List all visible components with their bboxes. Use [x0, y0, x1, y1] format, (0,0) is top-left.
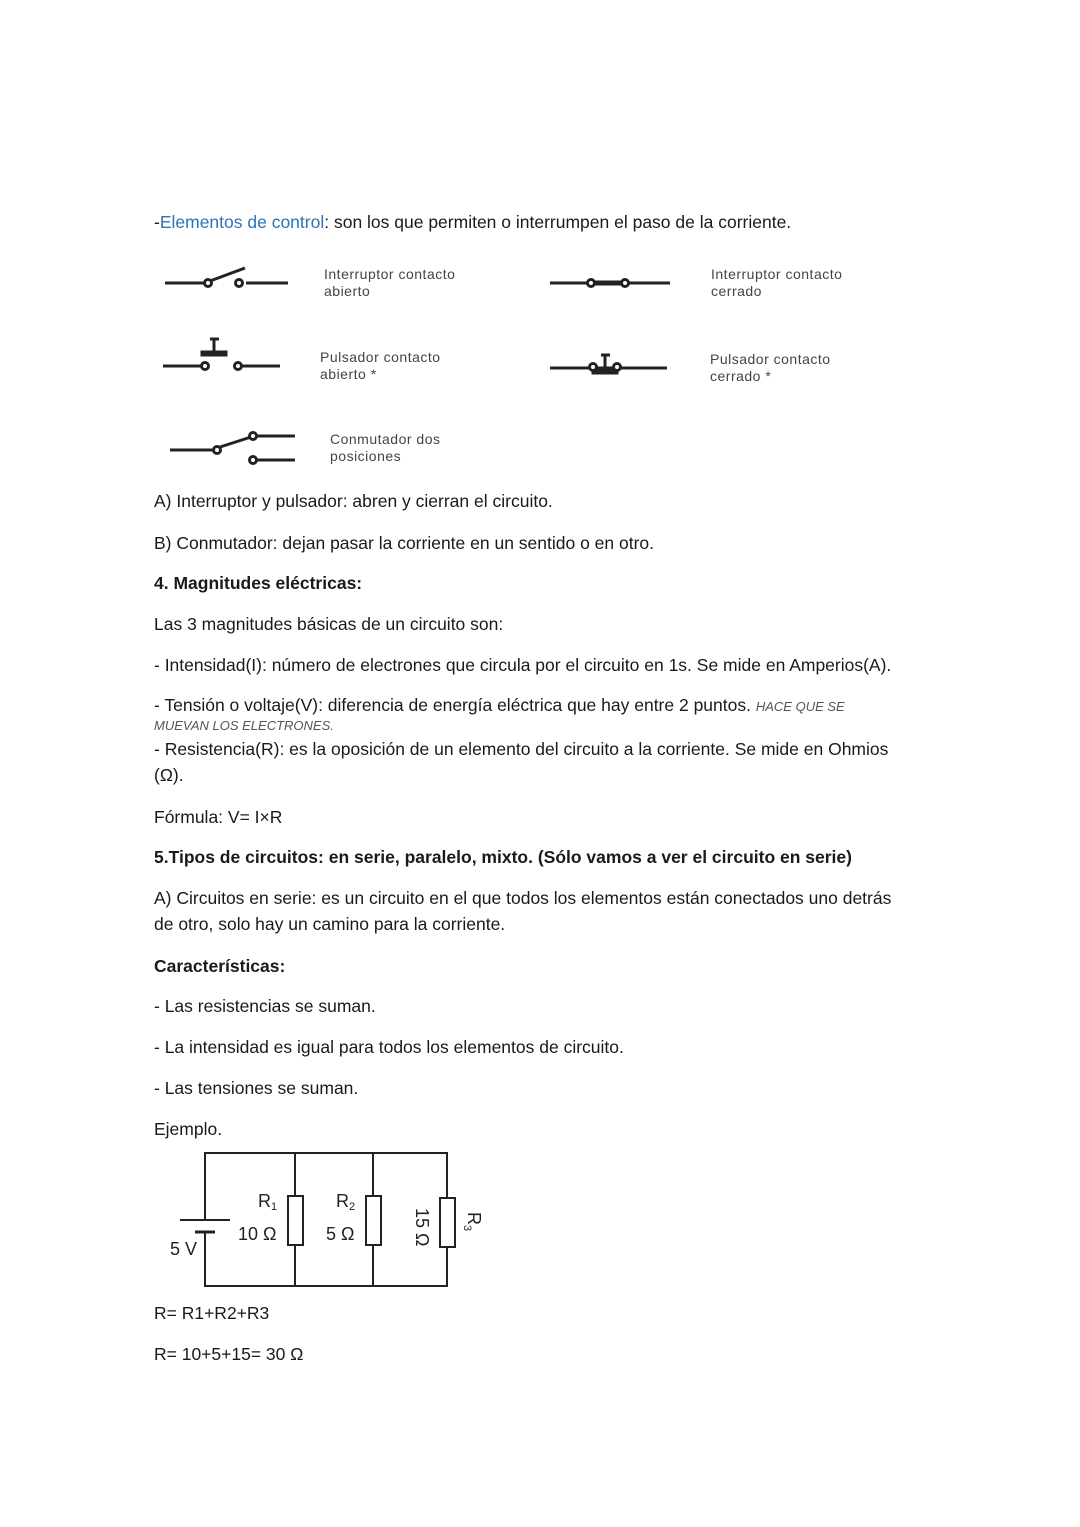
intro-line: -Elementos de control: son los que permiten o interrumpen el paso de la corriente.: [154, 212, 792, 232]
text-line: B) Conmutador: dejan pasar la corriente en un sentido o en otro.: [154, 533, 655, 553]
battery-label: 5 V: [170, 1239, 198, 1259]
text-line: - Las resistencias se suman.: [154, 996, 376, 1016]
formula: Fórmula: V= I×R: [154, 807, 283, 827]
text-line: de otro, solo hay un camino para la corriente.: [154, 914, 506, 934]
r2-value: 5 Ω: [326, 1224, 355, 1244]
text-line: A) Circuitos en serie: es un circuito en el que todos los elementos están conectados uno detrás: [154, 888, 892, 908]
text-line: - Resistencia(R): es la oposición de un elemento del circuito a la corriente. Se mide en Ohmios: [154, 739, 889, 759]
circuit-diagram: [150, 1140, 500, 1300]
svg-text:3: 3: [461, 1225, 473, 1232]
formula: R= R1+R2+R3: [154, 1303, 270, 1323]
text-line: Las 3 magnitudes básicas de un circuito son:: [154, 614, 504, 634]
r3-value: 15 Ω: [412, 1208, 432, 1247]
text-line: - Intensidad(I): número de electrones que circula por el circuito en 1s. Se mide en Amperios(A).: [154, 655, 892, 675]
section-heading: 5.Tipos de circuitos: en serie, paralelo, mixto. (Sólo vamos a ver el circuito en serie): [154, 847, 852, 867]
symbol-label: Interruptor contacto abierto: [324, 266, 456, 299]
svg-text:1: 1: [271, 1201, 278, 1213]
symbol-label: Interruptor contacto cerrado: [711, 266, 843, 299]
closed-switch-symbol: [545, 262, 675, 302]
text-line: - La intensidad es igual para todos los elementos de circuito.: [154, 1037, 624, 1057]
text-line: - Tensión o voltaje(V): diferencia de energía eléctrica que hay entre 2 puntos. HACE QUE SE: [154, 695, 845, 715]
subheading: Características:: [154, 956, 286, 976]
symbol-label: Pulsador contacto abierto *: [320, 349, 441, 382]
r1-label: R: [258, 1191, 271, 1211]
text-line: - Las tensiones se suman.: [154, 1078, 359, 1098]
section-heading: 4. Magnitudes eléctricas:: [154, 573, 363, 593]
text-line: Ejemplo.: [154, 1119, 223, 1139]
term-elementos-control: Elementos de control: [159, 212, 325, 232]
symbol-label: Conmutador dos posiciones: [330, 431, 441, 464]
r2-label: R: [336, 1191, 349, 1211]
symbol-label: Pulsador contacto cerrado *: [710, 351, 831, 384]
svg-text:2: 2: [349, 1201, 356, 1213]
closed-pushbutton-symbol: [545, 345, 675, 385]
open-pushbutton-symbol: [158, 335, 288, 380]
note: MUEVAN LOS ELECTRONES.: [154, 718, 334, 733]
two-way-switch-symbol: [165, 425, 300, 470]
text-line: A) Interruptor y pulsador: abren y cierran el circuito.: [154, 491, 553, 511]
r3-label: R: [464, 1212, 484, 1225]
open-switch-symbol: [160, 262, 295, 302]
text-line: (Ω).: [154, 765, 184, 785]
r1-value: 10 Ω: [238, 1224, 277, 1244]
formula-result: R= 10+5+15= 30 Ω: [154, 1344, 304, 1364]
